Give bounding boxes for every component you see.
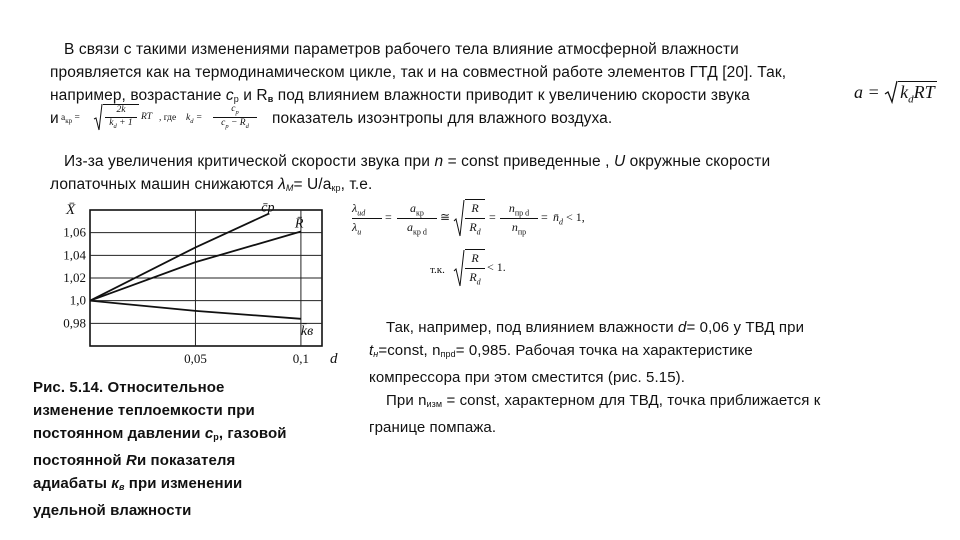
caption-line-2: изменение теплоемкости при: [33, 402, 255, 419]
formula-critical-speed: $a_{кр}$ = 2k $k_d + 1$ RT , где $k_d$ = $c_p$ $c_p - R_d$: [61, 103, 271, 133]
x-tick-label: 0,05: [184, 351, 207, 366]
y-tick-label: 0,98: [63, 315, 86, 331]
x-tick-label: 0,1: [292, 351, 310, 366]
paragraph-1-line-2: проявляется как на термодинамическом цикле, так и на совместной работе элементов ГТД [20]. Так,: [50, 64, 787, 81]
series-line: [90, 213, 269, 300]
paragraph-3: [369, 316, 929, 439]
x-axis-label: d: [330, 351, 338, 367]
paragraph-3-line-3: компрессора при этом сместится (рис. 5.15).: [369, 369, 686, 386]
paragraph-1-line-3: например, возрастание $c_p$ и $R_в$ под влиянием влажности приводит к увеличению скорости звука: [50, 87, 750, 104]
y-axis-label: X̄: [66, 202, 76, 218]
series-label: R̄: [294, 216, 304, 232]
paragraph-2-line-1: Из-за увеличения критической скорости звука при n = const приведенные , U окружные скорости: [64, 153, 771, 170]
series-label: c̄p: [261, 200, 275, 216]
y-tick-label: 1,0: [69, 292, 86, 308]
y-tick-label: 1,02: [63, 270, 86, 285]
paragraph-3-line-4: При $n_{изм}$ = const, характерном для ТВД, точка приближается к: [386, 392, 821, 409]
caption-line-6: удельной влажности: [33, 502, 192, 519]
paragraph-3-line-2: $t_н=const$, $n_{прd}= 0,985$. Рабочая точка на характеристике: [369, 342, 753, 359]
paragraph-3-line-1: Так, например, под влиянием влажности d= 0,06 у ТВД при: [386, 319, 805, 336]
paragraph-1: [50, 38, 910, 111]
paragraph-1-line-1: В связи с такими изменениями параметров рабочего тела влияние атмосферной влажности: [64, 41, 739, 58]
figure-caption: [33, 376, 353, 522]
formula-sound-speed: $a = k_dRT$: [854, 80, 937, 106]
caption-line-1: Рис. 5.14. Относительное: [33, 379, 225, 396]
sqrt-sign-icon: [884, 80, 898, 104]
paragraph-1-line-4-end: показатель изоэнтропы для влажного воздуха.: [272, 110, 613, 127]
paragraph-2-line-2: лопаточных машин снижаются $\lambda_М= U/a_{кр}$, т.е.: [50, 176, 373, 193]
formula-reduced-speed: $\lambda_{ud}$ $\lambda_u$ = $a_{кр}$ $a_{кр d}$ ≅ R $R_d$ = $n_{пр d}$ $n_{пр}$ = $n̄_d < 1$, т.к. R $R_d$ < 1.: [352, 201, 585, 287]
paragraph-1-line-4-start: и: [50, 110, 59, 127]
caption-line-3: постоянном давлении $с_р$, газовой: [33, 425, 287, 442]
y-tick-label: 1,04: [63, 247, 86, 263]
sqrt-sign-icon: [93, 103, 103, 131]
paragraph-3-line-5: границе помпажа.: [369, 419, 497, 436]
caption-line-5: адиабаты $к_в$ при изменении: [33, 475, 243, 492]
caption-line-4: постоянной Rи показателя: [33, 452, 236, 469]
y-tick-label: 1,06: [63, 224, 86, 240]
series-label: k̄в: [300, 323, 314, 339]
sqrt-sign-icon: [453, 249, 465, 287]
humidity-chart: [50, 196, 340, 376]
sqrt-sign-icon: [453, 199, 465, 237]
paragraph-2: [50, 150, 910, 200]
